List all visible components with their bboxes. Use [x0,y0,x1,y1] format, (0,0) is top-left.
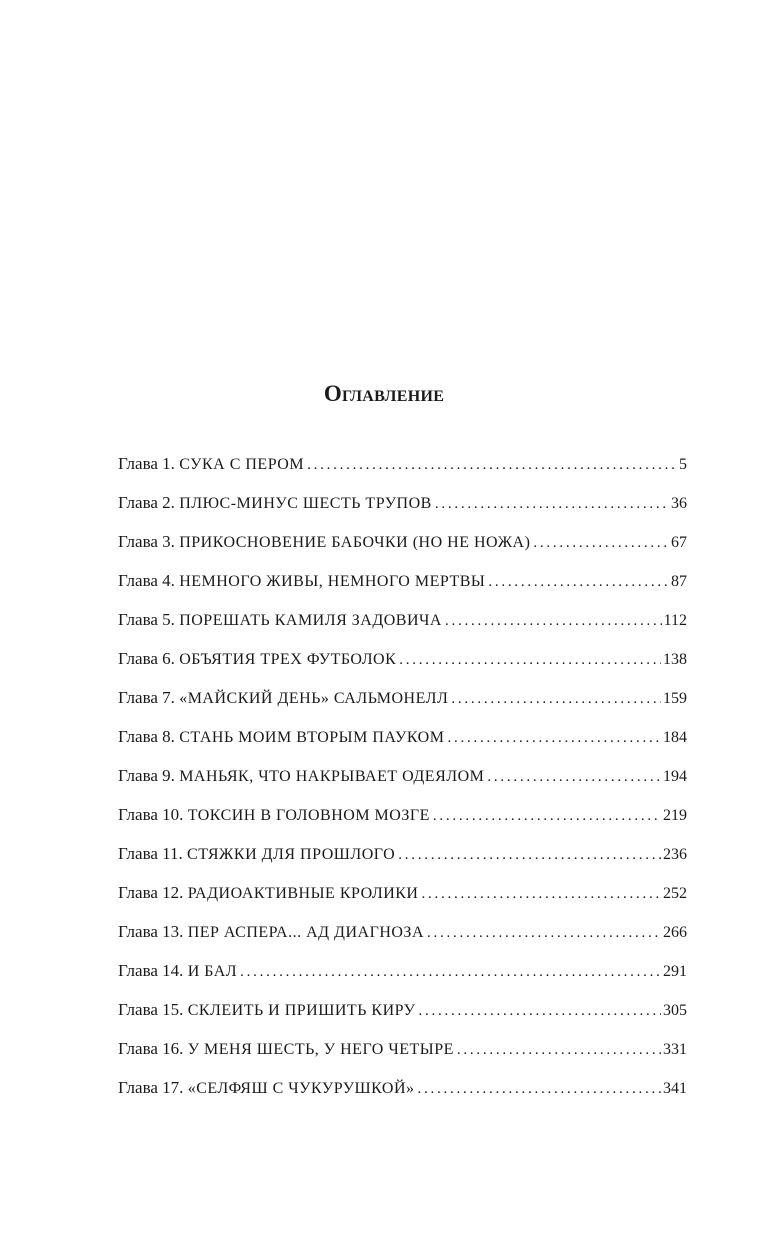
toc-entry-label [118,956,237,987]
toc-entry [118,488,687,527]
toc-entry-label [118,605,442,636]
page-number: 184 [663,729,687,746]
chapter-number: Глава 5. [118,610,175,629]
dot-leader [240,957,661,987]
toc-entry [118,839,687,878]
chapter-title: ОБЪЯТИЯ ТРЕХ ФУТБОЛОК [179,651,397,668]
chapter-title: СУКА С ПЕРОМ [179,456,305,473]
chapter-number: Глава 4. [118,571,175,590]
chapter-number: Глава 13. [118,922,184,941]
page-number: 112 [663,612,687,629]
dot-leader [421,879,661,909]
toc-entry-label [118,527,530,558]
chapter-title: ТОКСИН В ГОЛОВНОМ МОЗГЕ [187,807,430,824]
toc-entry [118,917,687,956]
toc-entry-label [118,722,444,753]
chapter-title: «МАЙСКИЙ ДЕНЬ» САЛЬМОНЕЛЛ [179,690,449,707]
chapter-number: Глава 17. [118,1078,184,1097]
chapter-title: СКЛЕИТЬ И ПРИШИТЬ КИРУ [187,1002,416,1019]
toc-entry-label [118,683,448,714]
page-number: 36 [671,495,687,512]
toc-entry [118,566,687,605]
toc-entry-label [118,566,485,597]
chapter-title: И БАЛ [187,963,238,980]
dot-leader [457,1035,661,1065]
dot-leader [533,528,669,558]
chapter-title: «СЕЛФЯШ С ЧУКУРУШКОЙ» [187,1080,415,1097]
page-number: 87 [671,573,687,590]
chapter-title: У МЕНЯ ШЕСТЬ, У НЕГО ЧЕТЫРЕ [187,1041,454,1058]
chapter-title: СТЯЖКИ ДЛЯ ПРОШЛОГО [187,846,396,863]
chapter-number: Глава 2. [118,493,175,512]
toc-entry-label [118,839,395,870]
chapter-title: РАДИОАКТИВНЫЕ КРОЛИКИ [187,885,419,902]
toc-entry [118,956,687,995]
chapter-number: Глава 7. [118,688,175,707]
page-number: 305 [663,1002,687,1019]
dot-leader [433,801,661,831]
chapter-number: Глава 1. [118,454,175,473]
toc-entry [118,800,687,839]
page-number: 138 [663,651,687,668]
dot-leader [418,996,661,1026]
chapter-number: Глава 10. [118,805,184,824]
chapter-number: Глава 9. [118,766,175,785]
toc-entry-label [118,488,432,519]
toc-entry-label [118,644,396,675]
page-number: 5 [679,456,687,473]
page-number: 266 [663,924,687,941]
toc-entry [118,995,687,1034]
toc-entry-label [118,1034,454,1065]
toc-title: Оглавление [323,381,445,406]
page-number: 194 [663,768,687,785]
toc-entry-label [118,800,430,831]
chapter-number: Глава 12. [118,883,184,902]
toc-list [118,449,687,1112]
toc-entry-label [118,995,415,1026]
dot-leader [487,762,661,792]
dot-leader [447,723,661,753]
toc-entry [118,761,687,800]
page-number: 341 [663,1080,687,1097]
chapter-title: МАНЬЯК, ЧТО НАКРЫВАЕТ ОДЕЯЛОМ [179,768,485,785]
chapter-title: ПЛЮС-МИНУС ШЕСТЬ ТРУПОВ [179,495,432,512]
chapter-title: ПОРЕШАТЬ КАМИЛЯ ЗАДОВИЧА [179,612,442,629]
chapter-title: ПРИКОСНОВЕНИЕ БАБОЧКИ (НО НЕ НОЖА) [179,534,531,551]
dot-leader [488,567,669,597]
dot-leader [418,1074,661,1104]
chapter-title: СТАНЬ МОИМ ВТОРЫМ ПАУКОМ [179,729,445,746]
chapter-title: ПЕР АСПЕРА... АД ДИАГНОЗА [187,924,424,941]
page-number: 291 [663,963,687,980]
page-number: 331 [663,1041,687,1058]
chapter-number: Глава 15. [118,1000,184,1019]
page-number: 252 [663,885,687,902]
dot-leader [399,645,661,675]
page-number: 219 [663,807,687,824]
dot-leader [451,684,661,714]
toc-entry [118,527,687,566]
toc-entry [118,683,687,722]
toc-entry-label [118,917,424,948]
chapter-number: Глава 16. [118,1039,184,1058]
dot-leader [427,918,661,948]
page-number: 236 [663,846,687,863]
dot-leader [307,450,677,480]
toc-entry-label [118,1073,415,1104]
toc-entry [118,449,687,488]
toc-entry [118,605,687,644]
page-number: 67 [671,534,687,551]
chapter-number: Глава 3. [118,532,175,551]
chapter-title: НЕМНОГО ЖИВЫ, НЕМНОГО МЕРТВЫ [179,573,486,590]
toc-entry [118,878,687,917]
toc-entry-label [118,449,304,480]
toc-entry-label [118,878,418,909]
dot-leader [445,606,662,636]
chapter-number: Глава 14. [118,961,184,980]
dot-leader [398,840,661,870]
toc-entry-label [118,761,484,792]
dot-leader [435,489,669,519]
toc-entry [118,644,687,683]
toc-entry [118,1034,687,1073]
toc-entry [118,1073,687,1112]
chapter-number: Глава 6. [118,649,175,668]
toc-entry [118,722,687,761]
chapter-number: Глава 8. [118,727,175,746]
page-number: 159 [663,690,687,707]
chapter-number: Глава 11. [118,844,183,863]
